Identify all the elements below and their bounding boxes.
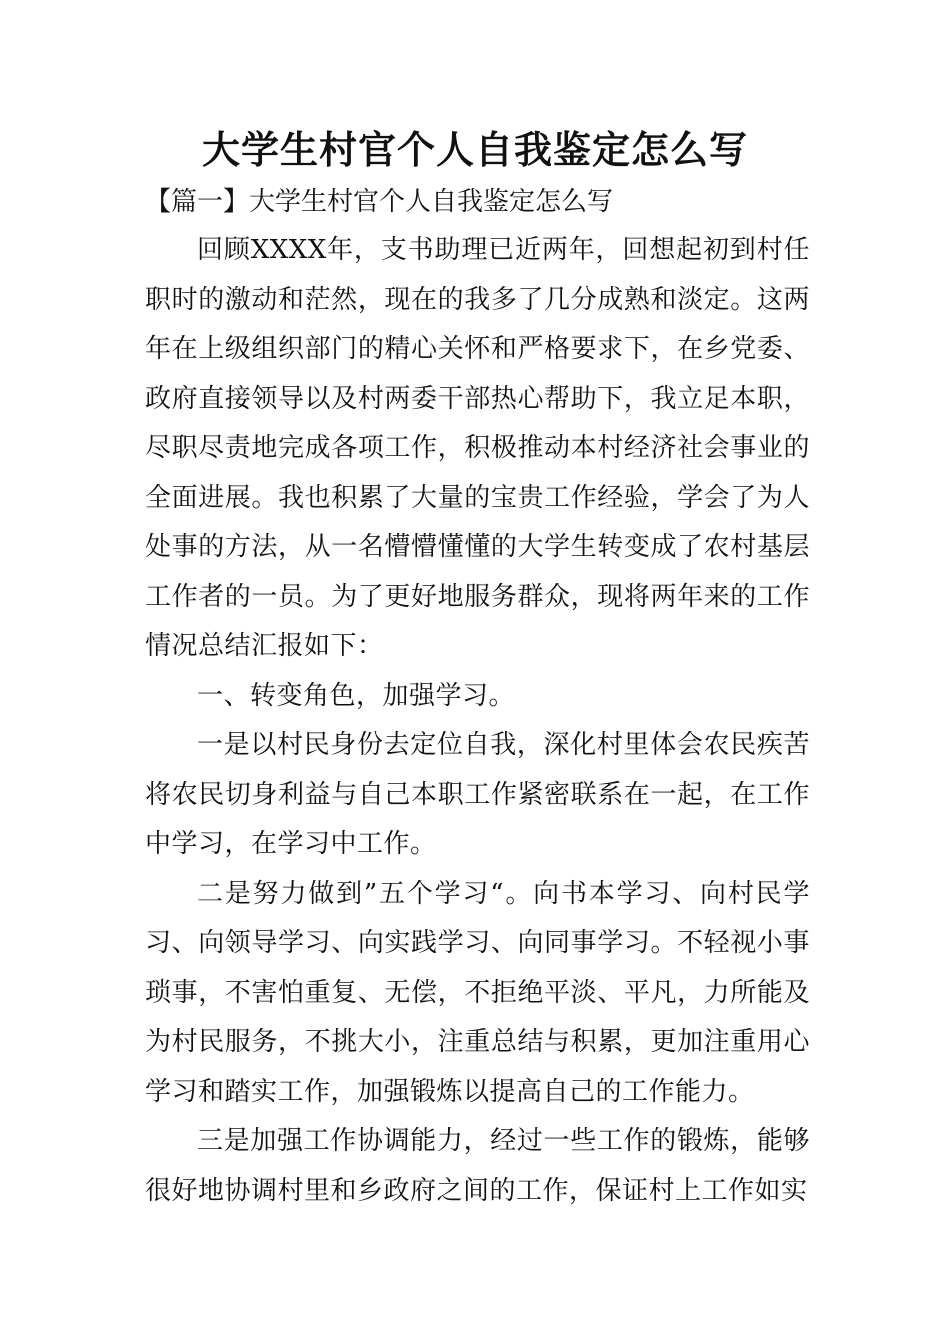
paragraph-point-1: 一是以村民身份去定位自我，深化村里体会农民疾苦将农民切身利益与自己本职工作紧密联系在一起，在工作中学习，在学习中工作。 (145, 730, 810, 859)
paragraph-point-2: 二是努力做到”五个学习“。向书本学习、向村民学习、向领导学习、向实践学习、向同事学习。不轻视小事琐事，不害怕重复、无偿，不拒绝平淡、平凡，力所能及为村民服务，不挑大小，注重总结与积累，更加注重用心学习和踏实工作，加强锻炼以提高自己的工作能力。 (145, 878, 810, 1107)
paragraph-intro: 回顾XXXX年，支书助理已近两年，回想起初到村任职时的激动和茫然，现在的我多了几分成熟和淡定。这两年在上级组织部门的精心关怀和严格要求下，在乡党委、政府直接领导以及村两委干部热心帮助下，我立足本职，尽职尽责地完成各项工作，积极推动本村经济社会事业的全面进展。我也积累了大量的宝贵工作经验，学会了为人处事的方法，从一名懵懵懂懂的大学生转变成了农村基层工作者的一员。为了更好地服务群众，现将两年来的工作情况总结汇报如下： (145, 235, 810, 661)
paragraph-heading-1: 一、转变角色，加强学习。 (197, 680, 516, 711)
document-title: 大学生村官个人自我鉴定怎么写 (201, 127, 748, 172)
paragraph-point-3: 三是加强工作协调能力，经过一些工作的锻炼，能够很好地协调村里和乡政府之间的工作，保证村上工作如实 (145, 1126, 810, 1206)
document-body (145, 178, 810, 1216)
section-heading: 【篇一】大学生村官个人自我鉴定怎么写 (145, 187, 614, 217)
